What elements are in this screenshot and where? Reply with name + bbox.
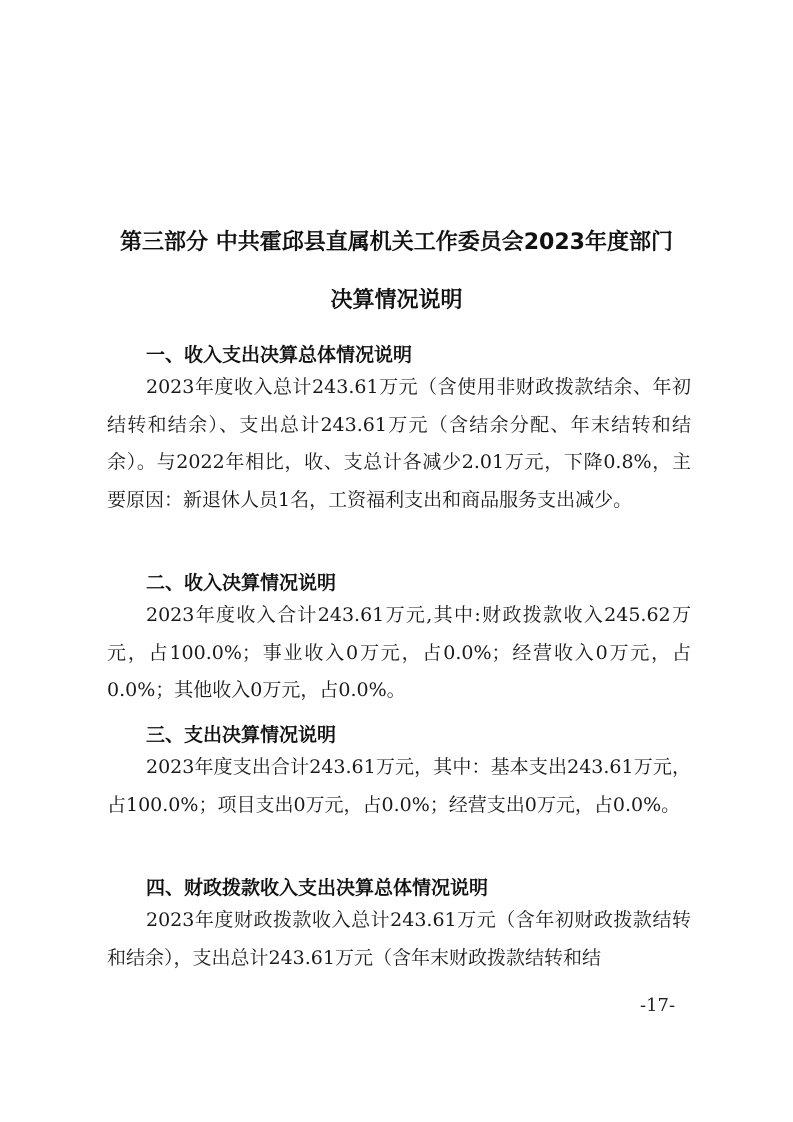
section-paragraph: 2023年度收入合计243.61万元,其中:财政拨款收入245.62万元，占100.0%；事业收入0万元，占0.0%；经营收入0万元，占0.0%；其他收入0万元，占0.0%。 [107,604,691,701]
section-paragraph: 2023年度收入总计243.61万元（含使用非财政拨款结余、年初结转和结余）、支出总计243.61万元（含结余分配、年末结转和结余）。与2022年相比，收、支总计各减少2.01万元，下降0.8%，主要原因：新退休人员1名，工资福利支出和商品服务支出减少。 [107,376,691,511]
section-paragraph: 2023年度财政拨款收入总计243.61万元（含年初财政拨款结转和结余），支出总计243.61万元（含年末财政拨款结转和结 [107,909,691,969]
section-heading: 一、收入支出决算总体情况说明 [146,344,413,366]
section-paragraph: 2023年度支出合计243.61万元，其中：基本支出243.61万元，占100.0%；项目支出0万元，占0.0%；经营支出0万元，占0.0%。 [107,756,691,816]
section-heading: 二、收入决算情况说明 [146,572,337,594]
section-heading: 四、财政拨款收入支出决算总体情况说明 [146,877,489,899]
section-heading: 三、支出决算情况说明 [146,724,337,746]
page-number: -17- [640,995,676,1016]
page-title: 第三部分 中共霍邱县直属机关工作委员会2023年度部门 [120,230,673,255]
page-title-continuation: 决算情况说明 [330,288,463,313]
